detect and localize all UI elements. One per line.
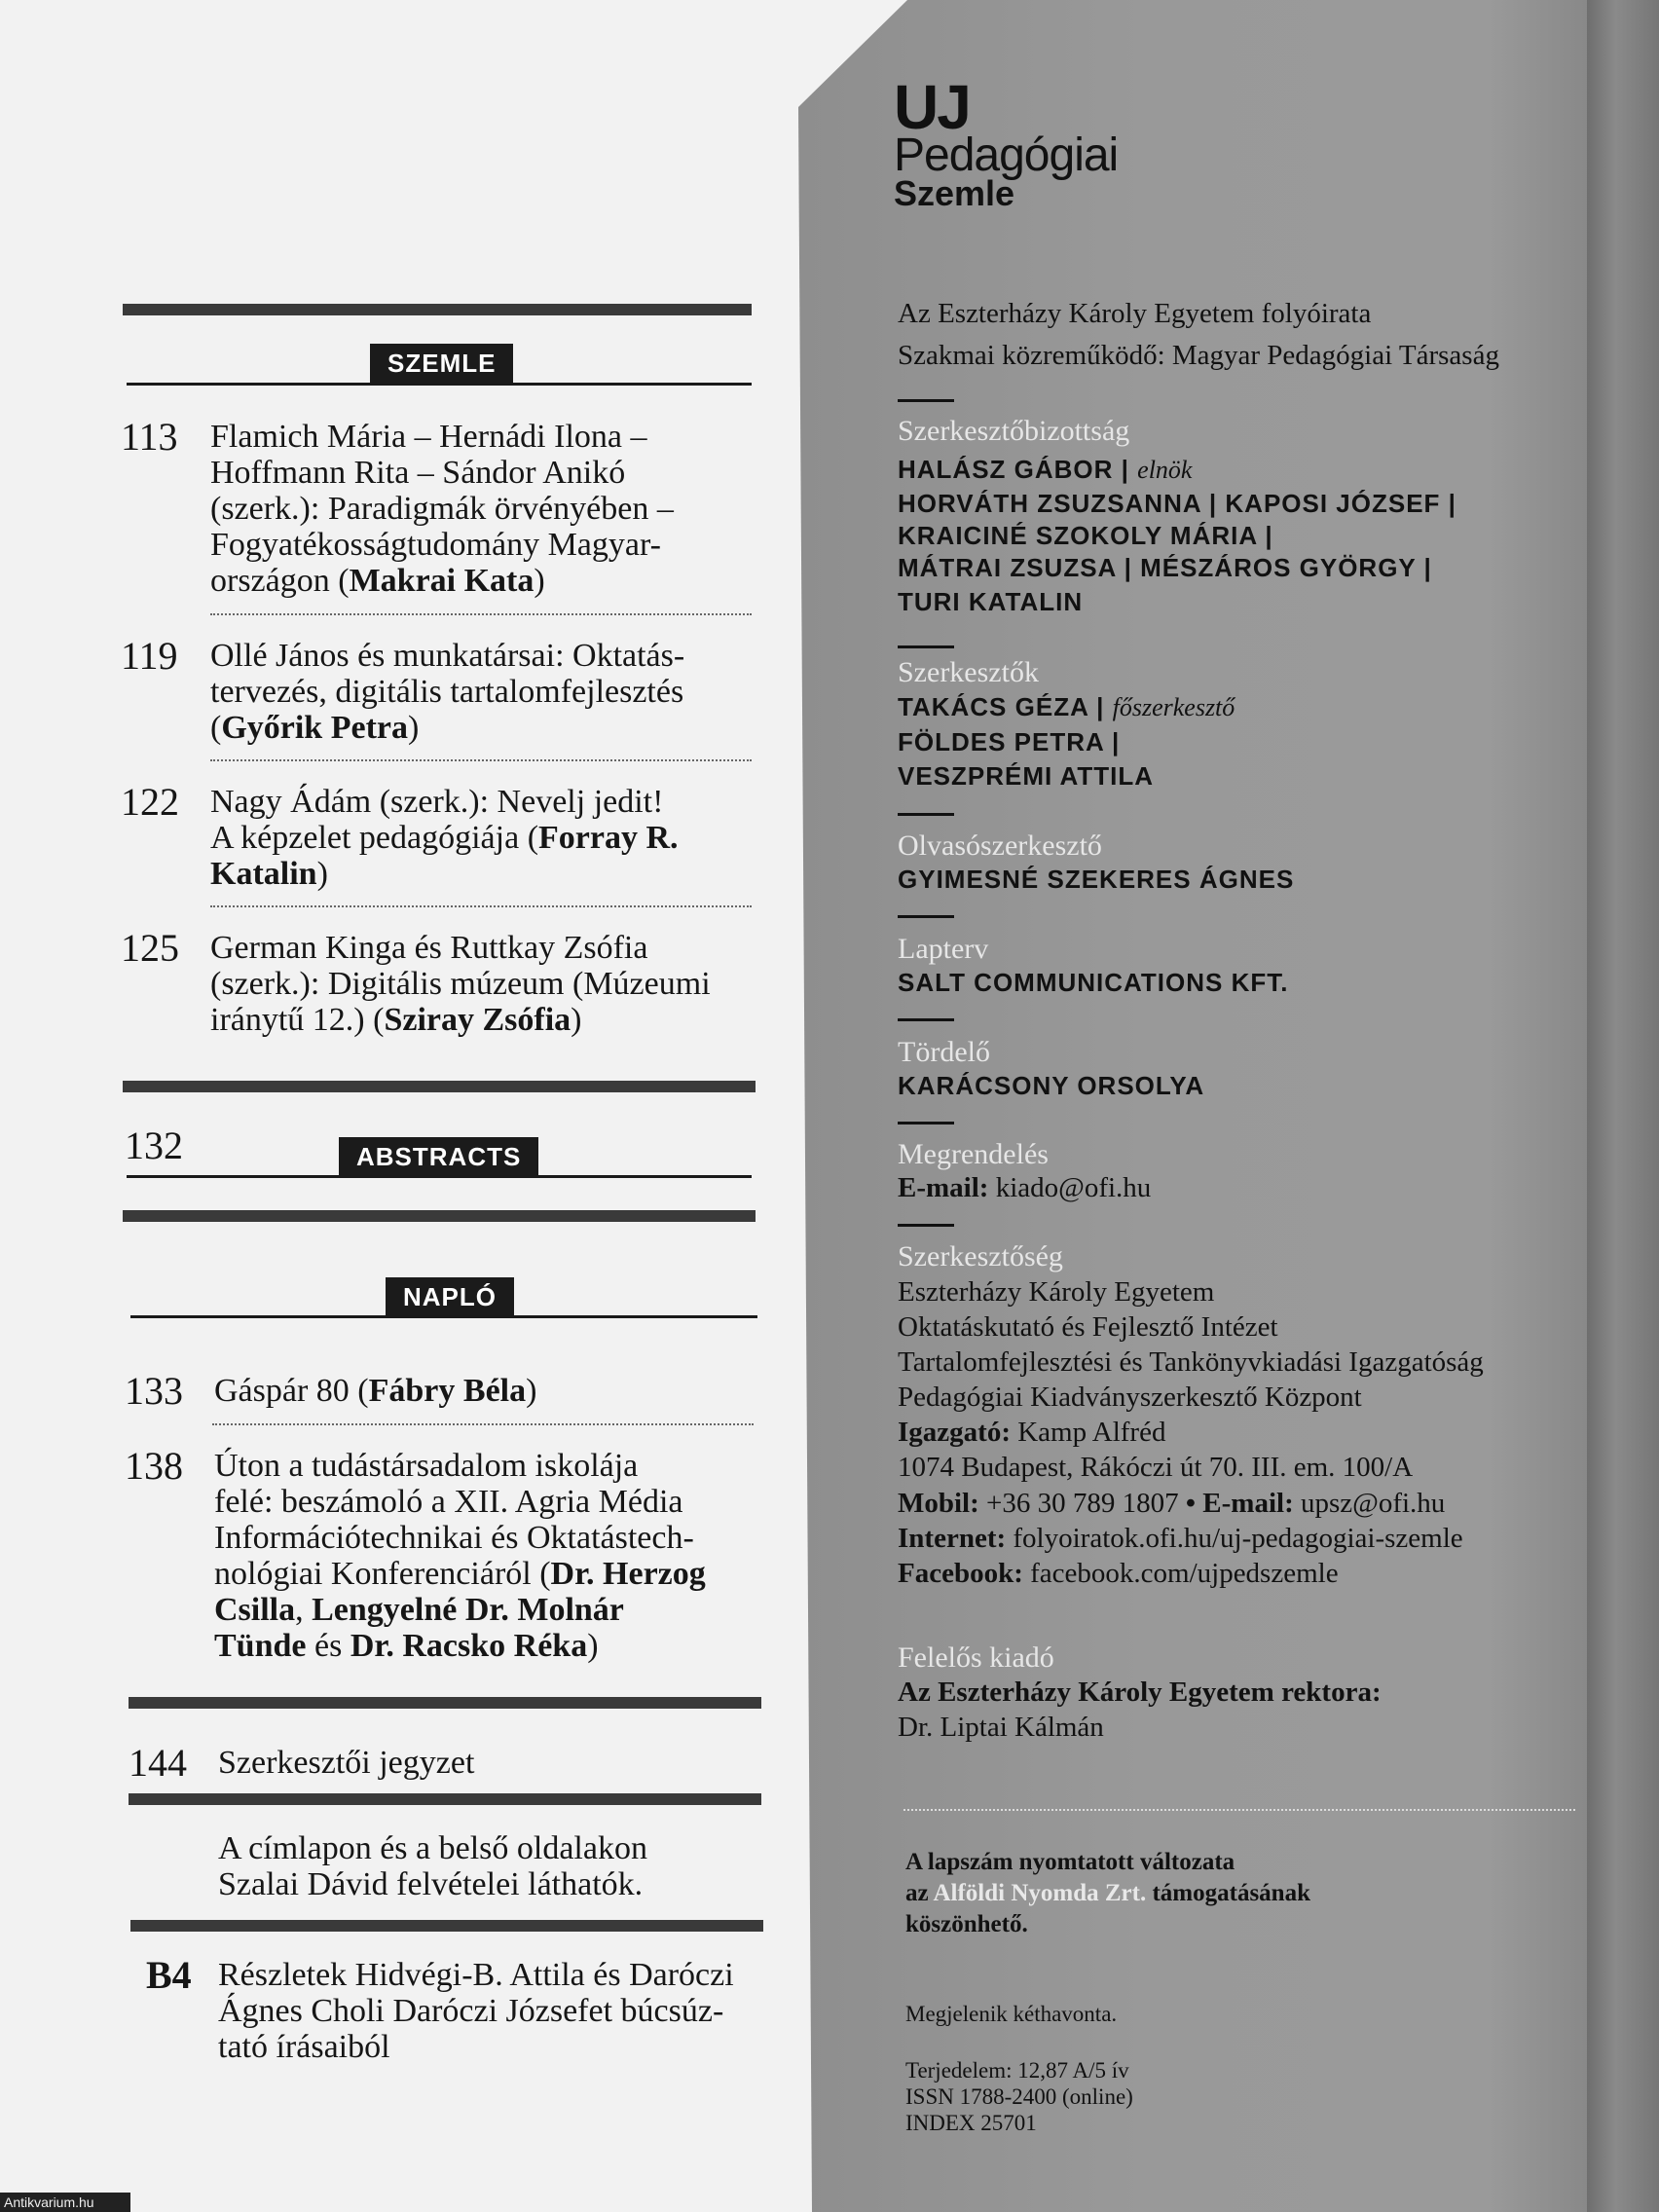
entry-divider	[210, 759, 752, 761]
entry-line: Részletek Hidvégi-B. Attila és Daróczi	[218, 1957, 734, 1993]
reviewer-name: Makrai Kata	[349, 563, 535, 599]
entry-line: Fogyatékosságtudomány Magyar-	[210, 527, 661, 563]
section-underline	[127, 1175, 752, 1178]
entry-line: (Győrik Petra)	[210, 710, 420, 746]
toc-entry-122[interactable]	[121, 780, 763, 901]
entry-line: Gáspár 80 (Fábry Béla)	[214, 1373, 537, 1409]
entry-line: felé: beszámoló a XII. Agria Média	[214, 1484, 683, 1520]
entry-line: tervezés, digitális tartalomfejlesztés	[210, 674, 684, 710]
reviewer-name: Győrik Petra	[221, 710, 408, 746]
issn: ISSN 1788-2400 (online)	[905, 2084, 1133, 2109]
page-number: 122	[121, 780, 179, 824]
layout-label: Lapterv	[898, 933, 989, 965]
page-number: 119	[121, 634, 178, 678]
entry-line: Ollé János és munkatársai: Oktatás-	[210, 638, 685, 674]
editors-label: Szerkesztők	[898, 656, 1039, 688]
dash-divider	[898, 645, 954, 648]
reviewer-name: Dr. Herzog	[550, 1556, 706, 1592]
section-rule	[130, 1920, 763, 1932]
entry-line: országon (Makrai Kata)	[210, 563, 545, 599]
board-member: TURI KATALIN	[898, 587, 1084, 616]
board-member: HORVÁTH ZSUZSANNA | KAPOSI JÓZSEF |	[898, 489, 1456, 518]
journal-line: Szakmai közreműködő: Magyar Pedagógiai Társaság	[898, 340, 1499, 371]
section-badge-abstracts: ABSTRACTS	[339, 1137, 538, 1176]
editor: FÖLDES PETRA |	[898, 727, 1121, 756]
toc-entry-133[interactable]	[125, 1369, 767, 1413]
entry-line: Nagy Ádám (szerk.): Nevelj jedit!	[210, 784, 664, 820]
entry-divider	[212, 1423, 754, 1425]
entry-line: (szerk.): Digitális múzeum (Múzeumi	[210, 966, 711, 1002]
entry-line: Flamich Mária – Hernádi Ilona –	[210, 419, 647, 455]
page-number: 113	[121, 415, 178, 459]
reviewer-name: Katalin	[210, 856, 317, 892]
entry-line: Csilla, Lengyelné Dr. Molnár	[214, 1592, 624, 1628]
entry-line: nológiai Konferenciáról (Dr. Herzog	[214, 1556, 706, 1592]
dotted-divider	[903, 1809, 1575, 1811]
typeset-label: Tördelő	[898, 1036, 990, 1068]
index: INDEX 25701	[905, 2111, 1037, 2135]
toc-entry-113[interactable]	[121, 415, 763, 604]
director: Igazgató: Kamp Alfréd	[898, 1417, 1166, 1448]
entry-line: (szerk.): Paradigmák örvényében –	[210, 491, 674, 527]
editor: TAKÁCS GÉZA | főszerkesztő	[898, 692, 1235, 721]
reader-editor: GYIMESNÉ SZEKERES ÁGNES	[898, 865, 1295, 894]
cover-note	[129, 1830, 771, 1908]
board-label: Szerkesztőbizottság	[898, 415, 1130, 447]
page-number: B4	[146, 1953, 192, 1997]
panel-edge	[1587, 0, 1659, 2212]
toc-entry-b4[interactable]	[146, 1953, 789, 2074]
section-badge-naplo: NAPLÓ	[386, 1277, 514, 1316]
section-underline	[130, 1315, 757, 1318]
order-email[interactable]: E-mail: kiado@ofi.hu	[898, 1172, 1152, 1203]
section-underline	[127, 383, 752, 386]
contact-line[interactable]: Mobil: +36 30 789 1807 • E-mail: upsz@ofi.hu	[898, 1488, 1446, 1519]
reviewer-name: Lengyelné Dr. Molnár	[312, 1592, 624, 1628]
reviewer-name: Forray R.	[538, 820, 679, 856]
section-rule	[123, 304, 752, 315]
entry-line: German Kinga és Ruttkay Zsófia	[210, 930, 648, 966]
reviewer-name: Tünde	[214, 1628, 307, 1664]
editor: VESZPRÉMI ATTILA	[898, 761, 1154, 791]
publisher-bold: Az Eszterházy Károly Egyetem rektora:	[898, 1677, 1382, 1708]
entry-line: Ágnes Choli Daróczi Józsefet búcsúz-	[218, 1993, 724, 2029]
journal-line: Az Eszterházy Károly Egyetem folyóirata	[898, 298, 1372, 329]
publisher-label: Felelős kiadó	[898, 1641, 1054, 1674]
entry-line: Információtechnikai és Oktatástech-	[214, 1520, 694, 1556]
toc-entry-119[interactable]	[121, 634, 763, 755]
internet-link[interactable]: Internet: folyoiratok.ofi.hu/uj-pedagogiai-szemle	[898, 1523, 1463, 1554]
dash-divider	[898, 813, 954, 816]
toc-entry-132[interactable]	[125, 1124, 241, 1167]
page-number: 144	[129, 1741, 187, 1785]
entry-divider	[210, 905, 752, 907]
office-line: Oktatáskutató és Fejlesztő Intézet	[898, 1311, 1278, 1343]
table-of-contents	[0, 0, 818, 2212]
entry-line: Katalin)	[210, 856, 328, 892]
toc-entry-138[interactable]	[125, 1444, 767, 1672]
dash-divider	[898, 399, 954, 402]
dash-divider	[898, 1018, 954, 1021]
page-number: 133	[125, 1369, 183, 1413]
reader-label: Olvasószerkesztő	[898, 830, 1102, 862]
board-member: HALÁSZ GÁBOR | elnök	[898, 455, 1193, 484]
section-rule	[123, 1081, 756, 1092]
logo-pedagogiai: Pedagógiai	[894, 129, 1119, 181]
watermark: Antikvarium.hu	[0, 2193, 130, 2212]
page-number: 138	[125, 1444, 183, 1488]
reviewer-name: Sziray Zsófia	[384, 1002, 571, 1038]
page-number: 125	[121, 926, 179, 970]
entry-line: tató írásaiból	[218, 2029, 390, 2065]
typesetter: KARÁCSONY ORSOLYA	[898, 1071, 1205, 1100]
section-rule	[129, 1697, 761, 1709]
office-line: Eszterházy Károly Egyetem	[898, 1276, 1215, 1308]
entry-line: Szalai Dávid felvételei láthatók.	[218, 1866, 644, 1902]
entry-line: iránytű 12.) (Sziray Zsófia)	[210, 1002, 582, 1038]
extent: Terjedelem: 12,87 A/5 ív	[905, 2058, 1129, 2083]
toc-entry-125[interactable]	[121, 926, 763, 1047]
dash-divider	[898, 1224, 954, 1227]
office-line: Tartalomfejlesztési és Tankönyvkiadási Igazgatóság	[898, 1346, 1484, 1378]
logo-szemle: Szemle	[894, 173, 1015, 213]
section-rule	[123, 1210, 756, 1222]
office-label: Szerkesztőség	[898, 1240, 1063, 1272]
dash-divider	[898, 915, 954, 918]
dash-divider	[898, 1122, 954, 1124]
order-label: Megrendelés	[898, 1138, 1049, 1170]
reviewer-name: Csilla	[214, 1592, 296, 1628]
journal-logo	[894, 72, 1119, 213]
facebook-link[interactable]: Facebook: facebook.com/ujpedszemle	[898, 1558, 1339, 1589]
address: 1074 Budapest, Rákóczi út 70. III. em. 100/A	[898, 1452, 1414, 1483]
board-member: MÁTRAI ZSUZSA | MÉSZÁROS GYÖRGY |	[898, 553, 1432, 582]
frequency: Megjelenik kéthavonta.	[905, 2002, 1118, 2026]
reviewer-name: Fábry Béla	[368, 1373, 527, 1409]
layout-designer: SALT COMMUNICATIONS KFT.	[898, 968, 1289, 997]
office-line: Pedagógiai Kiadványszerkesztő Központ	[898, 1382, 1362, 1413]
toc-entry-144[interactable]	[129, 1741, 771, 1785]
entry-divider	[210, 613, 752, 615]
board-member: KRAICINÉ SZOKOLY MÁRIA |	[898, 521, 1273, 550]
section-badge-szemle: SZEMLE	[370, 344, 513, 383]
entry-line: Hoffmann Rita – Sándor Anikó	[210, 455, 626, 491]
page-number: 132	[125, 1124, 183, 1167]
section-rule	[129, 1793, 761, 1805]
entry-line: Úton a tudástársadalom iskolája	[214, 1448, 639, 1484]
publisher-name: Dr. Liptai Kálmán	[898, 1712, 1104, 1743]
entry-line: A képzelet pedagógiája (Forray R.	[210, 820, 679, 856]
logo-uj: UJ	[894, 72, 970, 142]
entry-line: Szerkesztői jegyzet	[218, 1745, 475, 1781]
entry-line: Tünde és Dr. Racsko Réka)	[214, 1628, 599, 1664]
reviewer-name: Dr. Racsko Réka	[350, 1628, 588, 1664]
print-note: A lapszám nyomtatott változata az Alföldi Nyomda Zrt. támogatásának köszönhető.	[905, 1849, 1310, 1937]
entry-line: A címlapon és a belső oldalakon	[218, 1830, 647, 1866]
